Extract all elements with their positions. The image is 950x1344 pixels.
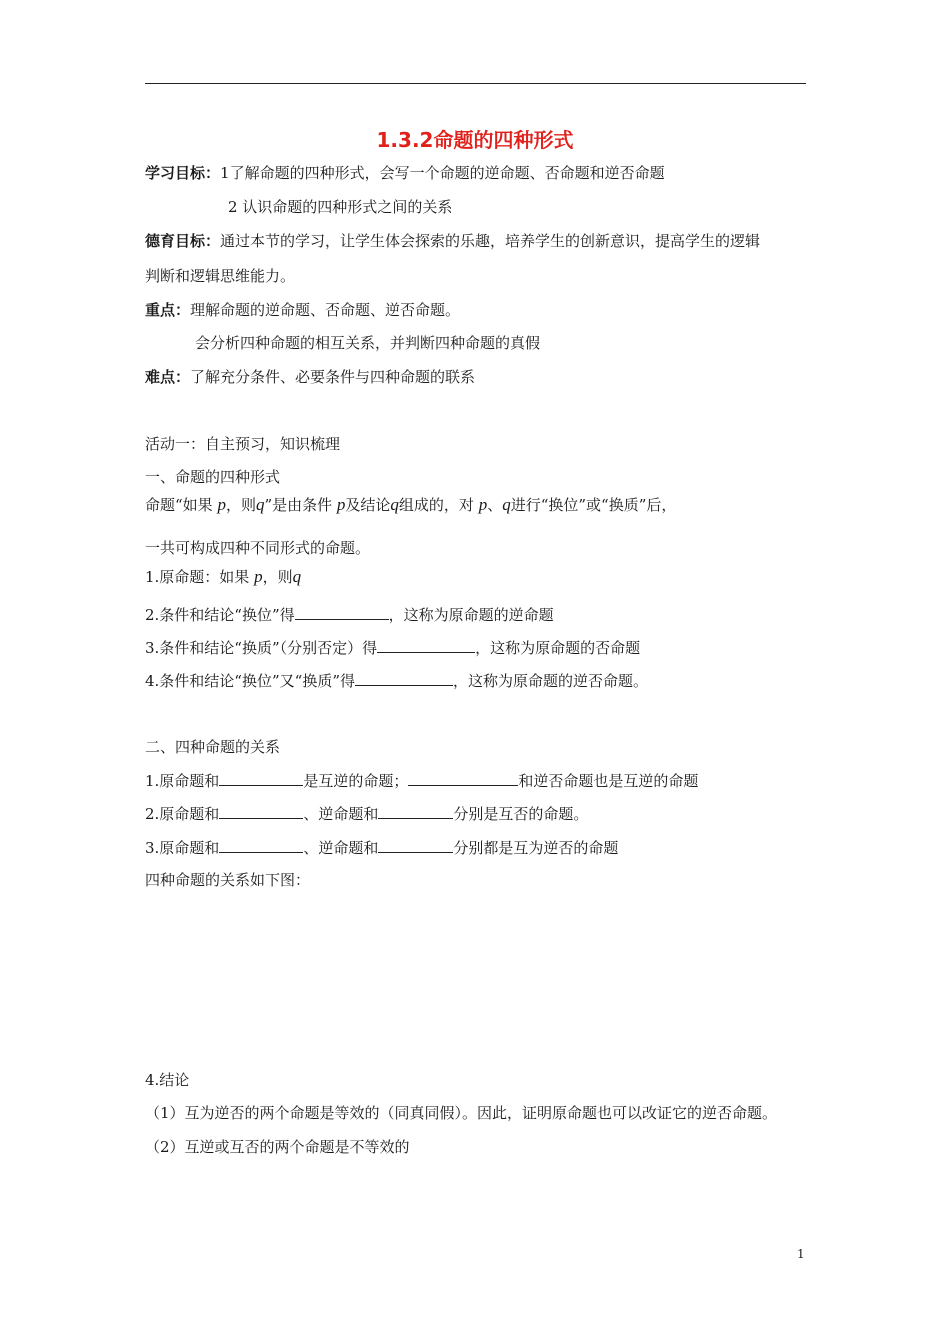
fill-blank[interactable] (378, 803, 453, 819)
activity-heading: 活动一：自主预习，知识梳理 (145, 435, 341, 453)
header-rule (145, 83, 806, 84)
conclusion-item-1: （1）互为逆否的两个命题是等效的（同真同假）。因此，证明原命题也可以改证它的逆否命题。 (145, 1104, 778, 1122)
section-1-item-2: 2.条件和结论“换位”得 ，这称为原命题的逆命题 (145, 606, 554, 624)
fill-blank[interactable] (378, 837, 453, 853)
section-1-heading: 一、命题的四种形式 (145, 468, 281, 486)
conclusion-item-2: （2）互逆或互否的两个命题是不等效的 (145, 1138, 410, 1156)
fill-blank[interactable] (408, 770, 518, 786)
section-2-item-1: 1.原命题和 是互逆的命题； 和逆否命题也是互逆的命题 (145, 772, 699, 790)
moral-goals-line: 德育目标：通过本节的学习，让学生体会探索的乐趣，培养学生的创新意识，提高学生的逻辑 (145, 232, 761, 250)
variable-p: p (217, 495, 226, 514)
page-title: 1.3.2命题的四种形式 (376, 128, 574, 152)
moral-goals-text-2: 判断和逻辑思维能力。 (145, 267, 296, 285)
learning-goals-label: 学习目标 (145, 164, 206, 182)
variable-q: q (502, 495, 511, 514)
learning-goals-item-1: 1了解命题的四种形式，会写一个命题的逆命题、否命题和逆否命题 (220, 164, 665, 182)
learning-goals-line: 学习目标：1了解命题的四种形式，会写一个命题的逆命题、否命题和逆否命题 (145, 164, 665, 182)
key-points-text-1: 理解命题的逆命题、否命题、逆否命题。 (190, 301, 461, 319)
variable-q: q (390, 495, 399, 514)
fill-blank[interactable] (295, 604, 389, 620)
difficulty-label: 难点 (145, 368, 176, 386)
section-1-intro-2: 一共可构成四种不同形式的命题。 (145, 539, 371, 557)
page-number: 1 (797, 1247, 805, 1261)
key-points-line: 重点：理解命题的逆命题、否命题、逆否命题。 (145, 301, 461, 319)
fill-blank[interactable] (377, 637, 475, 653)
fill-blank[interactable] (219, 837, 303, 853)
section-1-intro: 命题“如果 p，则q”是由条件 p及结论q组成的，对 p、q进行“换位”或“换质”后， (145, 495, 677, 514)
learning-goals-item-2: 2 认识命题的四种形式之间的关系 (228, 198, 453, 216)
variable-q: q (255, 495, 265, 514)
moral-goals-text-1: 通过本节的学习，让学生体会探索的乐趣，培养学生的创新意识，提高学生的逻辑 (220, 232, 761, 250)
fill-blank[interactable] (219, 803, 303, 819)
section-1-item-4: 4.条件和结论“换位”又“换质”得 ，这称为原命题的逆否命题。 (145, 672, 649, 690)
variable-q: q (292, 567, 302, 586)
difficulty-line: 难点：了解充分条件、必要条件与四种命题的联系 (145, 368, 476, 386)
moral-goals-label: 德育目标 (145, 232, 206, 250)
variable-p: p (336, 495, 346, 514)
section-1-item-3: 3.条件和结论“换质”（分别否定）得 ，这称为原命题的否命题 (145, 639, 641, 657)
fill-blank[interactable] (355, 670, 453, 686)
difficulty-text: 了解充分条件、必要条件与四种命题的联系 (190, 368, 476, 386)
fill-blank[interactable] (219, 770, 303, 786)
key-points-text-2: 会分析四种命题的相互关系，并判断四种命题的真假 (195, 334, 541, 352)
section-2-heading: 二、四种命题的关系 (145, 738, 281, 756)
conclusion-heading: 4.结论 (145, 1071, 190, 1089)
diagram-caption: 四种命题的关系如下图： (145, 871, 311, 889)
section-2-item-2: 2.原命题和 、逆命题和 分别是互否的命题。 (145, 805, 589, 823)
section-2-item-3: 3.原命题和 、逆命题和 分别都是互为逆否的命题 (145, 839, 619, 857)
section-1-item-1: 1.原命题：如果 p，则q (145, 567, 302, 586)
variable-p: p (254, 567, 263, 586)
variable-p: p (478, 495, 488, 514)
key-points-label: 重点 (145, 301, 176, 319)
